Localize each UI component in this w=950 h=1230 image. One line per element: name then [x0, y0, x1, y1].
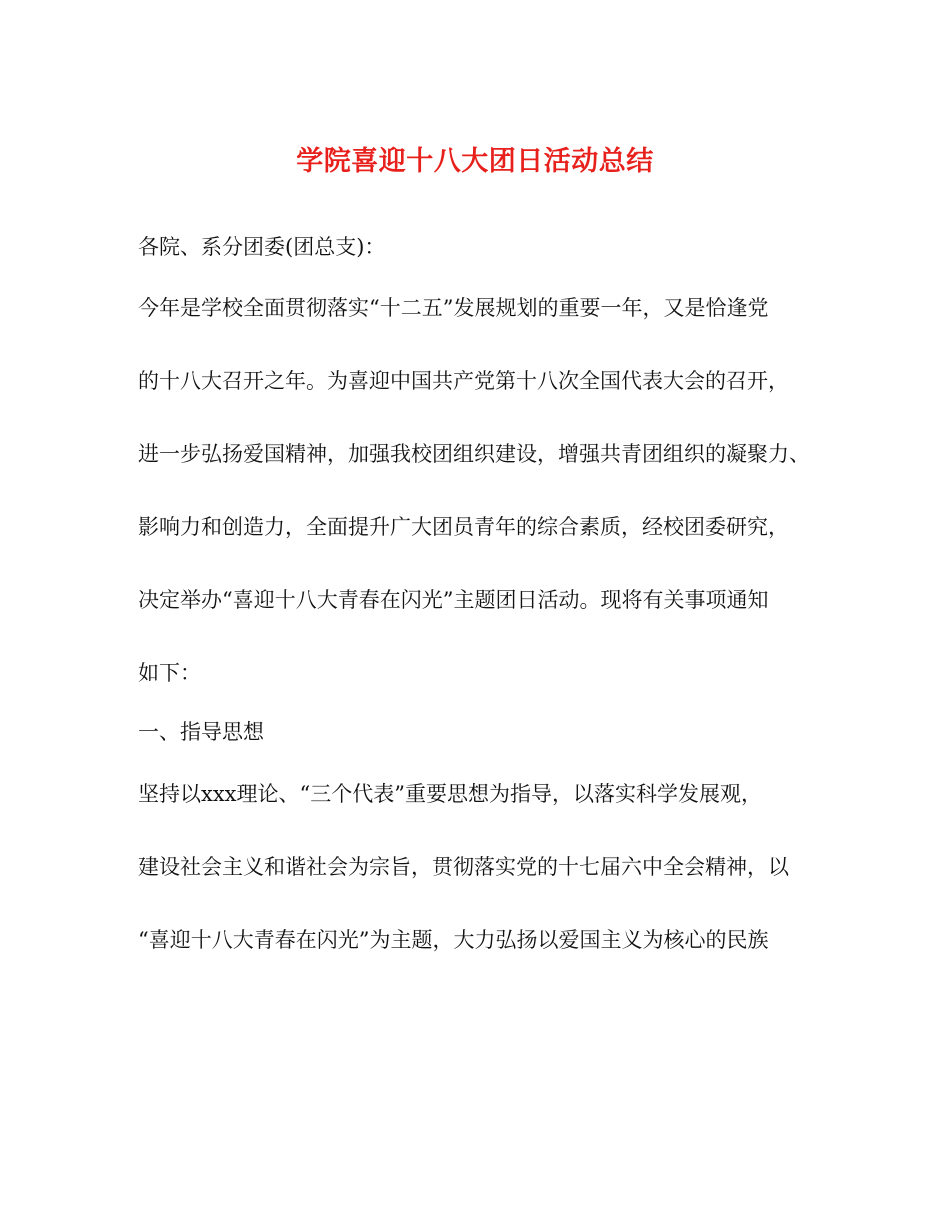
body-line: 的十八大召开之年。为喜迎中国共产党第十八次全国代表大会的召开，: [138, 369, 789, 393]
body-line: 决定举办“喜迎十八大青春在闪光”主题团日活动。现将有关事项通知: [138, 588, 769, 612]
body-line: 坚持以xxx理论、“三个代表”重要思想为指导，以落实科学发展观，: [138, 782, 762, 806]
section-heading: 一、指导思想: [138, 720, 264, 744]
document-title: 学院喜迎十八大团日活动总结: [296, 146, 654, 177]
salutation-line: 各院、系分团委(团总支)：: [138, 235, 386, 259]
body-line: 影响力和创造力，全面提升广大团员青年的综合素质，经校团委研究，: [138, 515, 789, 539]
body-line: “喜迎十八大青春在闪光”为主题，大力弘扬以爱国主义为核心的民族: [138, 928, 769, 952]
body-line: 进一步弘扬爱国精神，加强我校团组织建设，增强共青团组织的凝聚力、: [138, 442, 810, 466]
body-line: 建设社会主义和谐社会为宗旨，贯彻落实党的十七届六中全会精神，以: [138, 855, 789, 879]
body-line: 如下：: [138, 661, 201, 685]
body-line: 今年是学校全面贯彻落实“十二五”发展规划的重要一年，又是恰逢党: [138, 296, 769, 320]
